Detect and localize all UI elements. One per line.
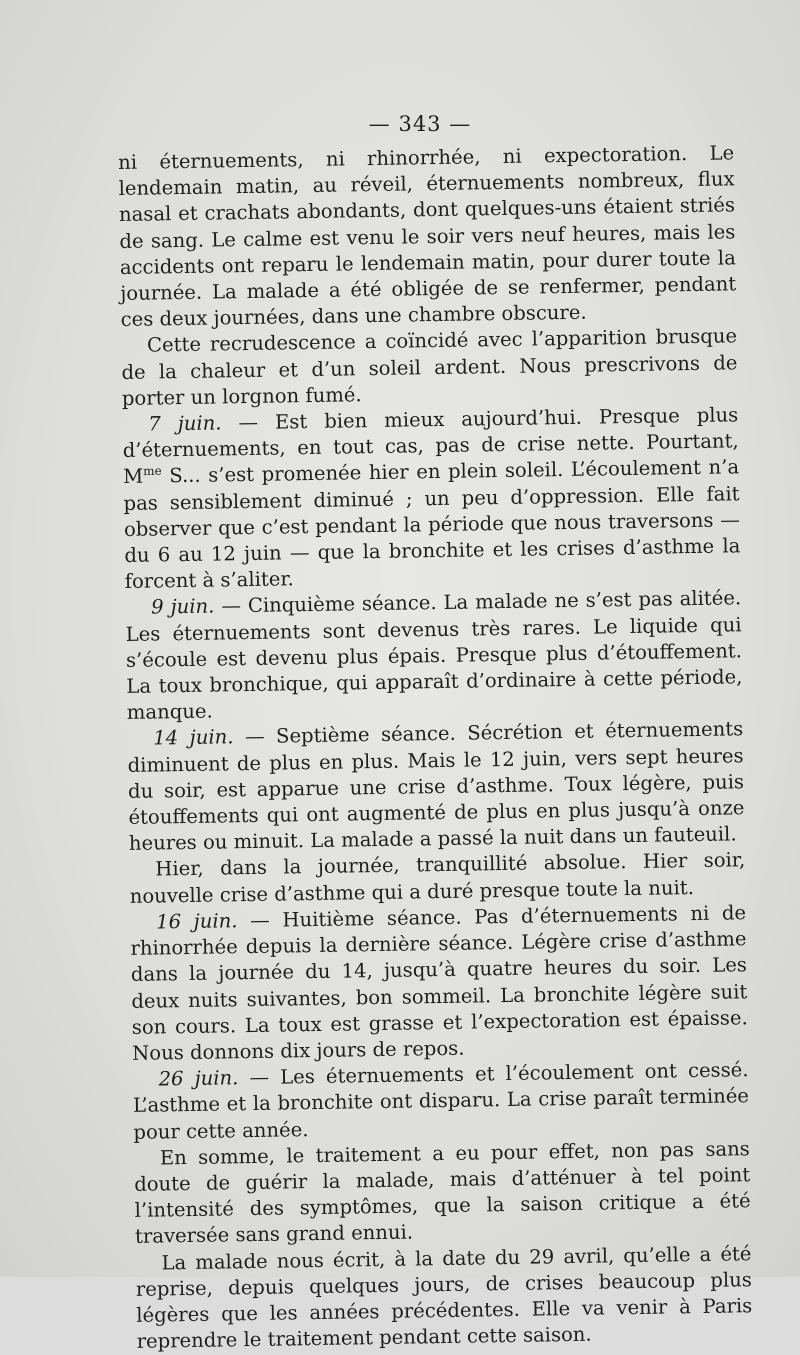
paragraph-recrudescence: Cette recrudescence a coïncidé avec l’apparition brusque de la chaleur et d’un soleil ardent. Nous prescrivons de porter un lorgnon fumé. xyxy=(121,324,738,410)
body-text xyxy=(118,140,753,1355)
paragraph-text: — Cinquième séance. La malade ne s’est pas alitée. Les éternuements sont devenus très rares. Le liquide qui s’écoule est devenu plus épais. Presque plus d’étouffement. La toux bronchique, qui apparaît d’ordinaire à cette période, manque. xyxy=(125,586,743,725)
paragraph-9-juin xyxy=(125,586,743,727)
date-label: 16 juin. xyxy=(155,909,238,934)
date-label: 14 juin. xyxy=(153,725,234,750)
paragraph-26-juin xyxy=(132,1057,749,1145)
paragraph-text: S... s’est promenée hier en plein soleil. L’écoulement n’a pas sensiblement diminué ; un peu d’oppression. Elle fait observer que c’est pendant la période que nous traversons — du 6 au 12 juin — que la bronchite et les crises d’asthme la forcent à s’aliter. xyxy=(123,455,741,594)
page-number: — 343 — xyxy=(368,112,472,136)
paragraph-14-juin xyxy=(127,717,745,858)
paragraph-en-somme: En somme, le traitement a eu pour effet, non pas sans doute de guérir la malade, mais d’atténuer à tel point l’intensité des symptômes, que la saison critique a été traversée sans grand ennui. xyxy=(134,1136,751,1249)
paragraph-hier: Hier, dans la journée, tranquillité absolue. Hier soir, nouvelle crise d’asthme qui a duré presque toute la nuit. xyxy=(129,848,746,908)
date-label: 7 juin. xyxy=(148,411,222,436)
paragraph-text: — Septième séance. Sécrétion et éternuements diminuent de plus en plus. Mais le 12 juin, vers sept heures du soir, est apparue une crise d’asthme. Toux légère, puis étouffements qui ont augmenté de plus en plus jusqu’à onze heures ou minuit. La malade a passé la nuit dans un fauteuil. xyxy=(127,717,745,856)
paragraph-text: — Est bien mieux aujourd’hui. Presque plus d’éternuements, en tout cas, pas de crise nette. Pourtant, M xyxy=(122,403,739,489)
paragraph-16-juin xyxy=(130,900,748,1067)
paragraph-conclusion: La malade nous écrit, à la date du 29 avril, qu’elle a été reprise, depuis quelques jours, de crises beaucoup plus légères que les années précédentes. Elle va venir à Paris reprendre le traitement pendant cette saison. xyxy=(135,1241,753,1353)
paragraph-text: — Huitième séance. Pas d’éternuements ni de rhinorrhée depuis la dernière séance. Légère crise d’asthme dans la journée du 14, jusqu’à quatre heures du soir. Les deux nuits suivantes, bon sommeil. La bronchite légère suit son cours. La toux est grasse et l’expectoration est épaisse. Nous donnons dix jours de repos. xyxy=(130,901,748,1065)
paragraph-text: — Les éternuements et l’écoulement ont cessé. L’asthme et la bronchite ont disparu. La crise paraît terminée pour cette année. xyxy=(132,1058,750,1144)
date-label: 9 juin. xyxy=(151,594,215,619)
paragraph-continuation: ni éternuements, ni rhinorrhée, ni expectoration. Le lendemain matin, au réveil, éternuements nombreux, flux nasal et crachats abondants, dont quelques-uns étaient striés de sang. Le calme est venu le soir vers neuf heures, mais les accidents ont reparu le lendemain matin, pour durer toute la journée. La malade a été obligée de se renfermer, pendant ces deux journées, dans une chambre obscure. xyxy=(118,141,737,332)
date-label: 26 juin. xyxy=(158,1066,239,1091)
superscript: me xyxy=(143,464,162,479)
paragraph-7-juin xyxy=(122,402,741,595)
